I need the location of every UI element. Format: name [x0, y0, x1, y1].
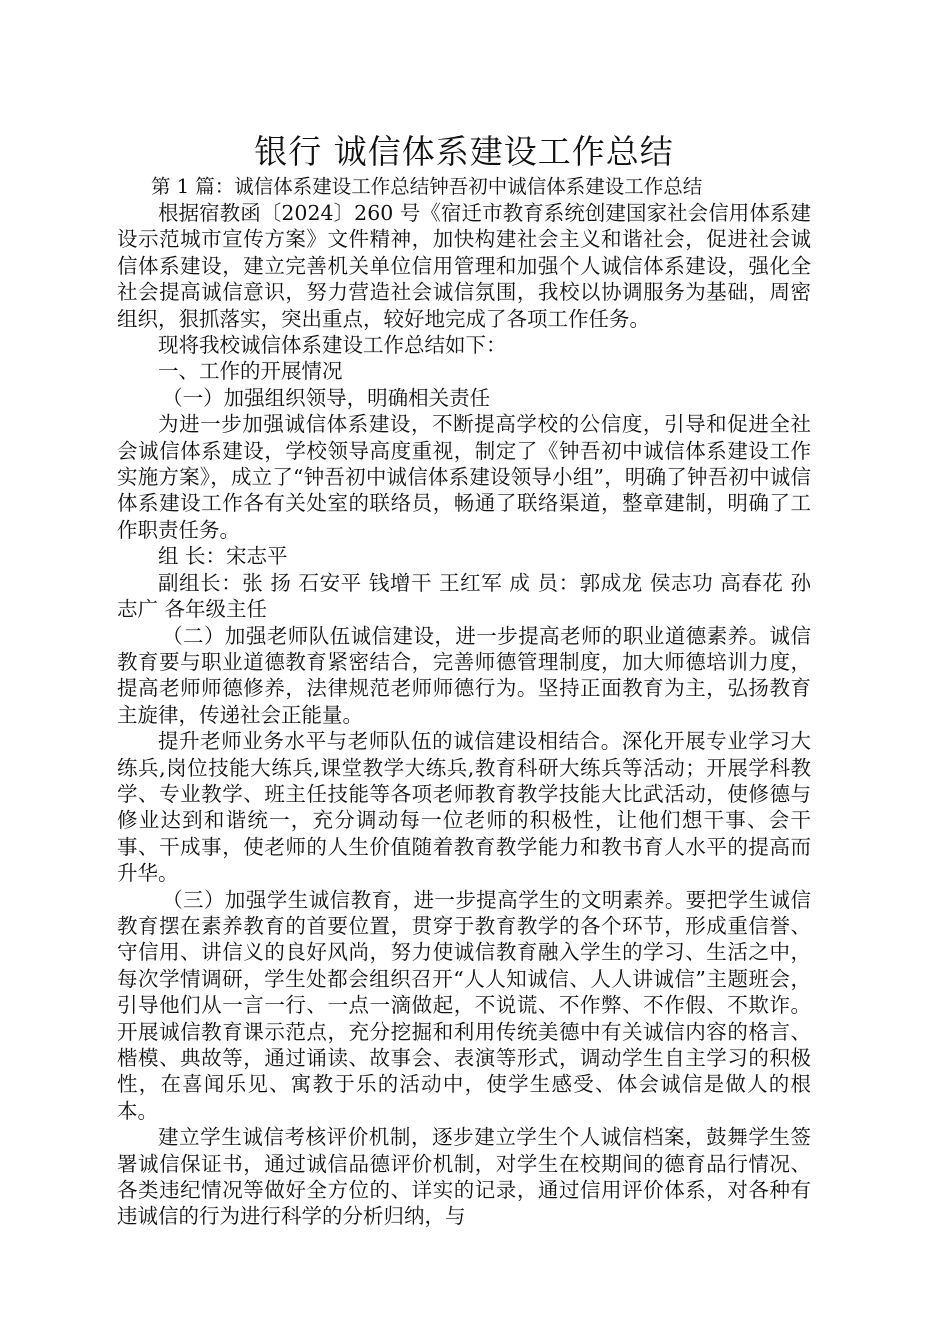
- paragraph-student-evaluation: 建立学生诚信考核评价机制，逐步建立学生个人诚信档案，鼓舞学生签署诚信保证书，通过诚信品德评价机制，对学生在校期间的德育品行情况、各类违纪情况等做好全方位的、详实的记录，通过信用评价体系，对各种有违诚信的行为进行科学的分析归纳，与: [117, 1125, 811, 1229]
- subsection-heading-1: （一）加强组织领导，明确相关责任: [162, 385, 491, 410]
- document-subtitle: 第 1 篇：诚信体系建设工作总结钟吾初中诚信体系建设工作总结: [151, 175, 703, 198]
- paragraph-group-leader: 组 长：宋志平: [158, 544, 288, 569]
- paragraph-organization: 为进一步加强诚信体系建设，不断提高学校的公信度，引导和促进全社会诚信体系建设，学校领导高度重视，制定了《钟吾初中诚信体系建设工作实施方案》，成立了“钟吾初中诚信体系建设领导小组”，明确了钟吾初中诚信体系建设工作各有关处室的联络员，畅通了联络渠道，整章建制，明确了工作职责任务。: [117, 412, 811, 542]
- paragraph-group-members: 副组长：张 扬 石安平 钱增干 王红军 成 员：郭成龙 侯志功 高春花 孙志广 各年级主任: [117, 570, 811, 622]
- paragraph-summary-lead: 现将我校诚信体系建设工作总结如下：: [158, 333, 507, 358]
- section-heading-1: 一、工作的开展情况: [158, 359, 343, 384]
- paragraph-teacher-skills: 提升老师业务水平与老师队伍的诚信建设相结合。深化开展专业学习大练兵,岗位技能大练兵,课堂教学大练兵,教育科研大练兵等活动；开展学科教学、专业教学、班主任技能等各项老师教育教学技能大比武活动，使修德与修业达到和谐统一，充分调动每一位老师的积极性，让他们想干事、会干事、干成事，使老师的人生价值随着教育教学能力和教书育人水平的提高而升华。: [117, 729, 811, 886]
- document-title: 银行 诚信体系建设工作总结: [254, 132, 674, 171]
- paragraph-intro: 根据宿教函〔2024〕260 号《宿迁市教育系统创建国家社会信用体系建设示范城市宣传方案》文件精神，加快构建社会主义和谐社会，促进社会诚信体系建设，建立完善机关单位信用管理和加强个人诚信体系建设，强化全社会提高诚信意识，努力营造社会诚信氛围，我校以协调服务为基础，周密组织，狠抓落实，突出重点，较好地完成了各项工作任务。: [117, 201, 811, 331]
- document-page: [117, 130, 811, 1230]
- paragraph-student-integrity: （三）加强学生诚信教育，进一步提高学生的文明素养。要把学生诚信教育摆在素养教育的首要位置，贯穿于教育教学的各个环节，形成重信誉、守信用、讲信义的良好风尚，努力使诚信教育融入学生的学习、生活之中，每次学情调研，学生处都会组织召开“人人知诚信、人人讲诚信”主题班会，引导他们从一言一行、一点一滴做起，不说谎、不作弊、不作假、不欺诈。开展诚信教育课示范点，充分挖掘和利用传统美德中有关诚信内容的格言、楷模、典故等，通过诵读、故事会、表演等形式，调动学生自主学习的积极性，在喜闻乐见、寓教于乐的活动中，使学生感受、体会诚信是做人的根本。: [117, 887, 811, 1123]
- paragraph-teacher-integrity: （二）加强老师队伍诚信建设，进一步提高老师的职业道德素养。诚信教育要与职业道德教育紧密结合，完善师德管理制度，加大师德培训力度，提高老师师德修养，法律规范老师师德行为。坚持正面教育为主，弘扬教育主旋律，传递社会正能量。: [117, 623, 811, 727]
